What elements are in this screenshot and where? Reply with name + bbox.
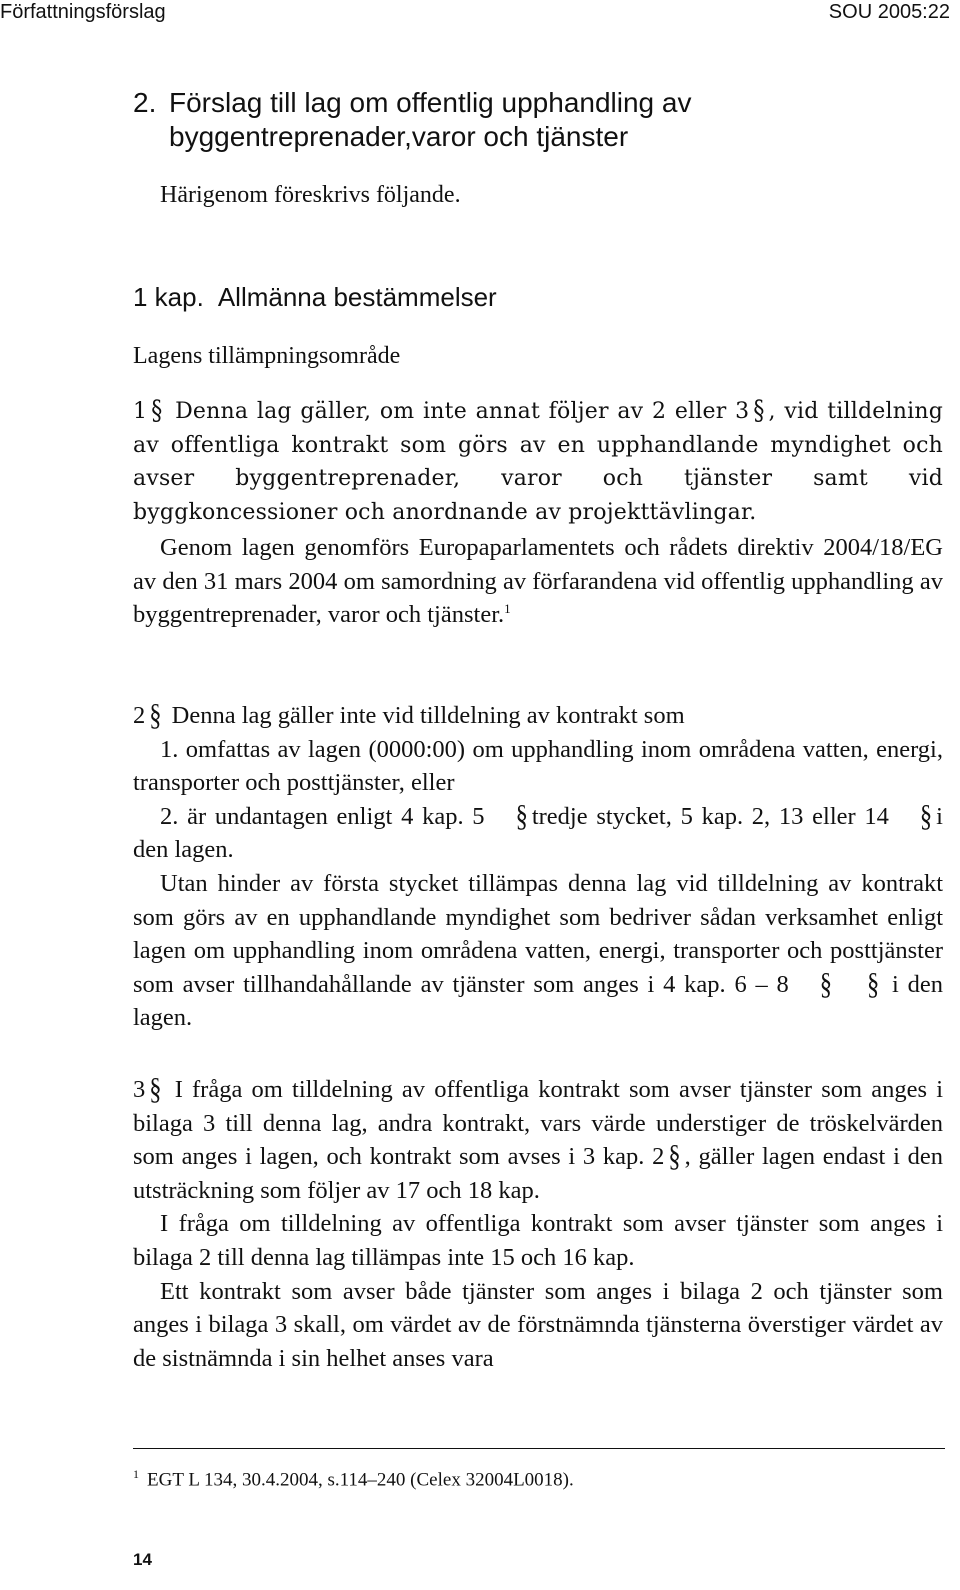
lead-sentence: Härigenom föreskrivs följande.: [160, 182, 461, 208]
footnote: [133, 1462, 574, 1492]
footnote-text: EGT L 134, 30.4.2004, s.114–240 (Celex 32004L0018).: [147, 1469, 574, 1491]
paragraph-text: Ett kontrakt som avser både tjänster som anges i bilaga 2 och tjänster som anges i bilaga 3 skall, om värdet av de förstnämnda tjänsterna överstiger värdet av de sistnämnda i sin helhet anses vara: [133, 1277, 943, 1372]
kapitel-number: 1 kap.: [133, 282, 204, 312]
page-number: 14: [133, 1550, 152, 1569]
kapitel-heading: [133, 282, 497, 312]
list-item: 1. omfattas av lagen (0000:00) om upphandling inom områdena vatten, energi, transporter och posttjänster, eller: [133, 735, 943, 797]
running-header-right: SOU 2005:22: [828, 1, 950, 23]
paragraph-text: I fråga om tilldelning av offentliga kontrakt som avser tjänster som anges i bilaga 3 till denna lag, andra kontrakt, vars värde understiger de tröskelvärden som anges i lagen, och kontrakt som avses i 3 kap. 2: [133, 1076, 944, 1171]
paragraph-text: , vid tilldelning av offentliga kontrakt som görs av en upphandlande myndighet och avser byggentreprenader, varor och tjänster samt vid byggkoncessioner och anordnande av projekttävlingar.: [133, 399, 943, 525]
paragraph-number: 1: [133, 399, 148, 424]
footnote-number: 1: [133, 1467, 139, 1481]
paragraph-text: I fråga om tilldelning av offentliga kontrakt som avser tjänster som anges i bilaga 2 till denna lag tillämpas inte 15 och 16 kap.: [133, 1210, 943, 1271]
paragraph-1-first: [133, 395, 943, 529]
section-sign: §: [151, 395, 163, 428]
chapter-number: 2.: [133, 87, 157, 118]
paragraph-text: Genom lagen genomförs Europaparlamentets och rådets direktiv 2004/18/EG av den 31 mars 2004 om samordning av förfarandena vid offentlig upphandling av byggentreprenader, varor och tjänster.: [133, 534, 943, 629]
section-sign: §: [149, 698, 162, 733]
chapter-heading: [133, 86, 913, 154]
paragraph-number: 3: [133, 1076, 146, 1103]
footnote-reference[interactable]: 1: [504, 601, 511, 617]
section-sign: §: [515, 799, 528, 834]
paragraph-text: Denna lag gäller inte vid tilldelning av kontrakt som: [171, 702, 685, 729]
list-item: 2. är undantagen enligt 4 kap. 5 § tredje stycket, 5 kap. 2, 13 eller 14 § i den lagen.: [133, 800, 943, 867]
section-sign: §: [668, 1139, 681, 1174]
paragraph-number: 2: [133, 702, 146, 729]
section-sign: §: [819, 967, 832, 1002]
chapter-title: Förslag till lag om offentlig upphandling av byggentreprenader,varor och tjänster: [169, 87, 692, 152]
paragraph-text: , gäller lagen endast i den utsträckning som följer av 17 och 18 kap.: [133, 1143, 943, 1204]
paragraph-2: [133, 699, 943, 1035]
paragraph-3: [133, 1073, 943, 1375]
footnote-divider: [133, 1448, 945, 1449]
running-header-left: Författningsförslag: [0, 1, 166, 23]
paragraph-1-second: [133, 531, 943, 632]
paragraph-text: Utan hinder av första stycket tillämpas denna lag vid tilldelning av kontrakt som görs av en upphandlande myndighet som bedriver sådan verksamhet enligt lagen om upphandling inom områdena vatten, energi, transporter och posttjänster som avser tillhandahållande av tjänster som anges i 4 kap. 6 – 8: [133, 869, 943, 998]
section-sign: §: [149, 1072, 162, 1107]
paragraph-text: Denna lag gäller, om inte annat följer av 2 eller 3: [175, 399, 750, 424]
section-sign: §: [753, 395, 765, 428]
kapitel-title: Allmänna bestämmelser: [217, 282, 497, 312]
section-sign: §: [919, 799, 933, 834]
paragraph-text: i den lagen.: [133, 970, 943, 1032]
section-subheading: Lagens tillämpningsområde: [133, 343, 401, 369]
section-sign: §: [867, 967, 880, 1002]
